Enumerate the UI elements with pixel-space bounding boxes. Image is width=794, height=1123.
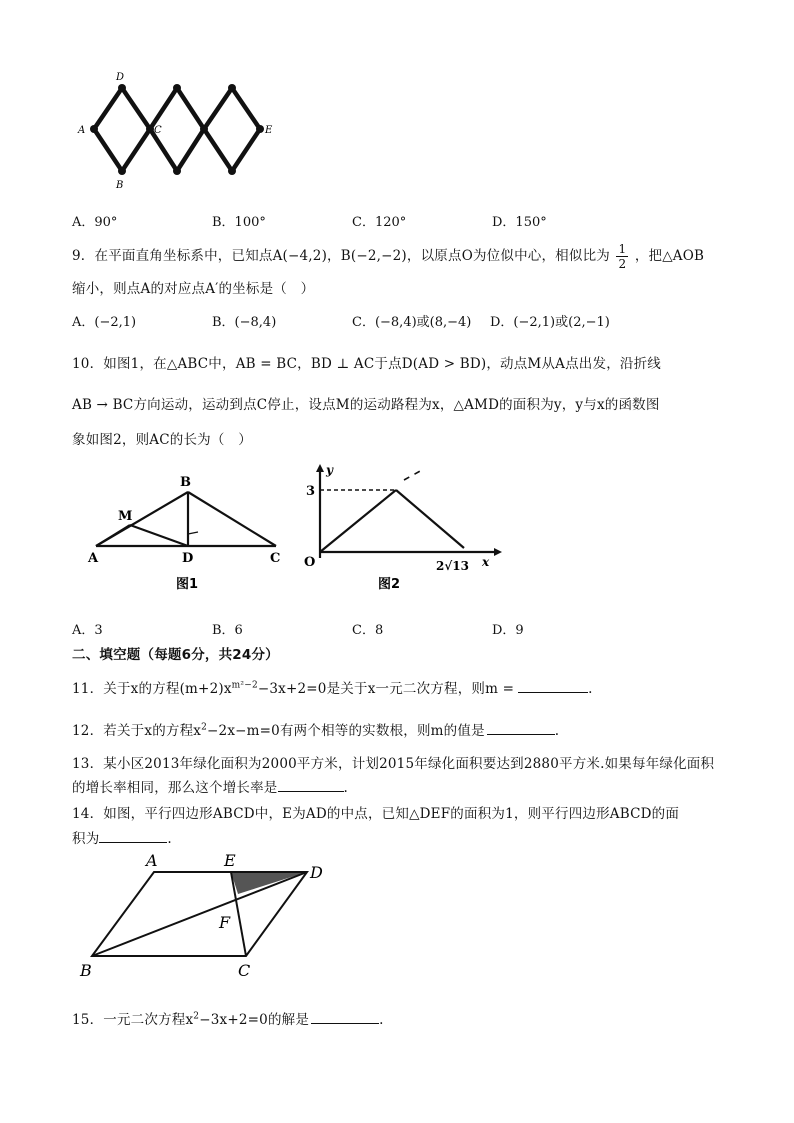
q9-option-c: C．(−8,4)或(8,−4) bbox=[352, 315, 472, 330]
q10-fig1-label-b: B bbox=[180, 475, 191, 490]
q9-line1 bbox=[72, 242, 704, 271]
q10-fig2-label-y: y bbox=[326, 463, 333, 477]
q15-end: . bbox=[379, 1012, 384, 1028]
q8-label-b: B bbox=[116, 180, 124, 191]
q8-option-a: A．90° bbox=[72, 215, 118, 230]
q10-fig1-label-d: D bbox=[182, 551, 194, 566]
q9-option-a: A．(−2,1) bbox=[72, 315, 137, 330]
q15-text-a: 15．一元二次方程x bbox=[72, 1012, 194, 1028]
q10-fig1-label-c: C bbox=[270, 551, 281, 566]
q12-exponent: 2 bbox=[201, 722, 208, 733]
q9-text: 9．在平面直角坐标系中，已知点A(−4,2)，B(−2,−2)，以原点O为位似中心，相似比为 bbox=[72, 248, 610, 264]
q12-end: . bbox=[554, 723, 560, 739]
q10-fig2-caption: 图2 bbox=[378, 577, 401, 592]
q14-label-b: B bbox=[80, 961, 92, 980]
q9-ratio-numerator: 1 bbox=[618, 242, 627, 256]
q14-answer-blank[interactable] bbox=[99, 830, 167, 843]
q8-label-a: A bbox=[78, 125, 86, 136]
q11-text-a: 11．关于x的方程(m+2)x bbox=[72, 681, 232, 697]
q14-parallelogram-figure bbox=[78, 850, 338, 990]
q9-option-b: B．(−8,4) bbox=[212, 315, 277, 330]
q9-ratio-fraction bbox=[616, 242, 628, 271]
q9-line2: 缩小，则点A的对应点A′的坐标是（ ） bbox=[72, 281, 315, 297]
q14-label-d: D bbox=[310, 863, 323, 882]
q10-figure-2 bbox=[296, 462, 506, 602]
q15-answer-blank[interactable] bbox=[311, 1011, 379, 1024]
q11-exponent: m²−2 bbox=[231, 680, 258, 691]
q14-label-e: E bbox=[224, 851, 236, 870]
q10-fig1-label-a: A bbox=[88, 551, 99, 566]
q10-option-c: C．8 bbox=[352, 623, 384, 638]
q10-option-b: B．6 bbox=[212, 623, 243, 638]
q14-line2 bbox=[72, 827, 172, 847]
q8-label-e: E bbox=[265, 125, 273, 136]
q10-fig2-label-o: O bbox=[304, 555, 316, 570]
q10-fig1-label-m: M bbox=[118, 509, 133, 524]
q8-option-b: B．100° bbox=[212, 215, 266, 230]
q11-end: . bbox=[588, 681, 593, 697]
q10-option-d: D．9 bbox=[492, 623, 524, 638]
q13-answer-blank[interactable] bbox=[278, 779, 344, 792]
q9-option-d: D．(−2,1)或(2,−1) bbox=[490, 315, 610, 330]
q13-end: . bbox=[343, 780, 348, 796]
q8-option-d: D．150° bbox=[492, 215, 547, 230]
q9-text-end: ，把△AOB bbox=[634, 248, 705, 264]
q10-line3: 象如图2，则AC的长为（ ） bbox=[72, 432, 252, 448]
q12-answer-blank[interactable] bbox=[487, 722, 555, 735]
q15-exponent: 2 bbox=[193, 1011, 200, 1022]
q14-text: 积为 bbox=[72, 831, 100, 847]
q11-text-b: −3x+2=0是关于x一元二次方程，则m = bbox=[257, 681, 515, 697]
q10-fig2-label-x-end: 2√13 bbox=[436, 559, 469, 573]
q11-answer-blank[interactable] bbox=[518, 680, 588, 693]
q10-fig2-label-x: x bbox=[482, 555, 490, 569]
q10-option-a: A．3 bbox=[72, 623, 103, 638]
q12-text-a: 12．若关于x的方程x bbox=[72, 723, 202, 739]
q8-rhombus-figure bbox=[74, 66, 284, 196]
q15-text-b: −3x+2=0的解是 bbox=[199, 1012, 310, 1028]
q8-label-c: C bbox=[154, 125, 162, 136]
section-2-header: 二、填空题（每题6分，共24分） bbox=[72, 647, 279, 663]
q10-line2: AB → BC方向运动，运动到点C停止，设点M的运动路程为x，△AMD的面积为y，y与x的函数图 bbox=[72, 397, 660, 413]
q9-ratio-denominator: 2 bbox=[618, 257, 627, 271]
q13-text: 的增长率相同，那么这个增长率是 bbox=[72, 780, 278, 796]
q14-end: . bbox=[167, 831, 172, 847]
q15 bbox=[72, 1008, 384, 1028]
q14-label-c: C bbox=[238, 961, 251, 980]
q8-label-d: D bbox=[116, 72, 125, 83]
q10-fig2-label-3: 3 bbox=[306, 484, 316, 499]
q13-line2 bbox=[72, 776, 348, 796]
q10-figure-1 bbox=[84, 470, 294, 600]
q14-line1: 14．如图，平行四边形ABCD中，E为AD的中点，已知△DEF的面积为1，则平行四边形ABCD的面 bbox=[72, 806, 680, 822]
q10-line1: 10．如图1，在△ABC中，AB = BC，BD ⊥ AC于点D(AD > BD)，动点M从A点出发，沿折线 bbox=[72, 356, 662, 372]
q14-label-a: A bbox=[146, 851, 158, 870]
q13-line1: 13．某小区2013年绿化面积为2000平方米，计划2015年绿化面积要达到2880平方米.如果每年绿化面积 bbox=[72, 756, 715, 772]
q10-fig1-caption: 图1 bbox=[176, 577, 199, 592]
q8-option-c: C．120° bbox=[352, 215, 407, 230]
q14-label-f: F bbox=[219, 913, 231, 932]
q12-text-b: −2x−m=0有两个相等的实数根，则m的值是 bbox=[207, 723, 485, 739]
q11 bbox=[72, 677, 593, 697]
q12 bbox=[72, 719, 559, 739]
